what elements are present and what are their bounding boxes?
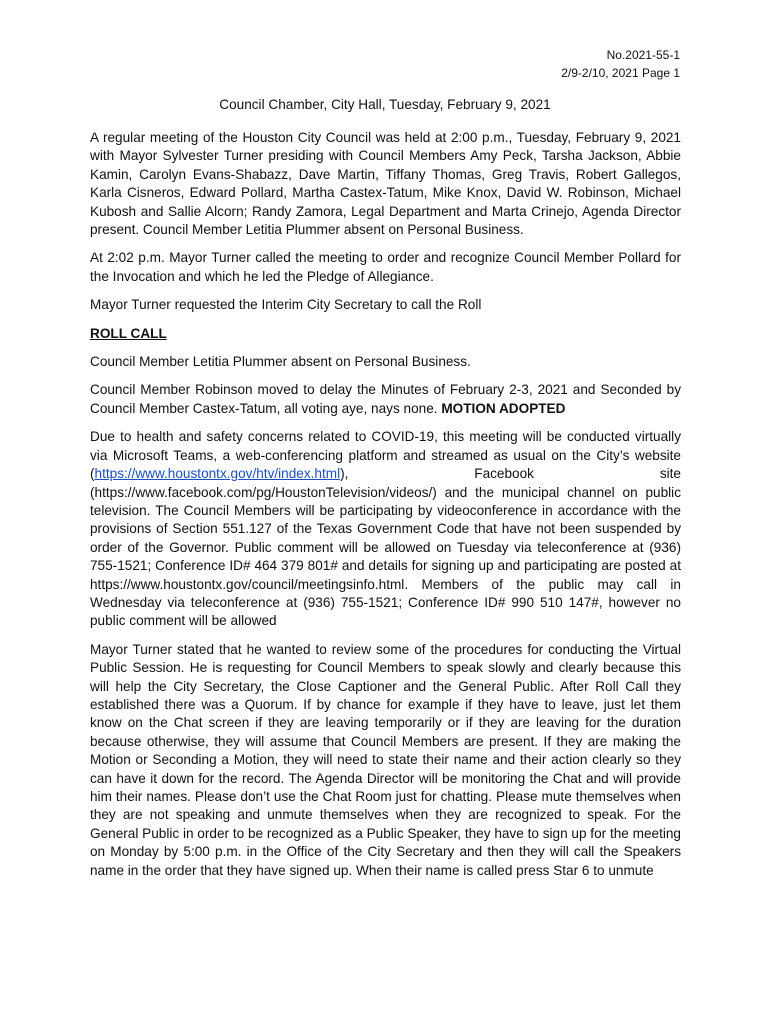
- roll-request-paragraph: Mayor Turner requested the Interim City Secretary to call the Roll: [90, 297, 482, 313]
- minutes-motion-text: Council Member Robinson moved to delay the Minutes of February 2-3, 2021 and Seconded by Council Member Castex-Tatum, all voting aye, nays none.: [90, 382, 681, 416]
- call-to-order-paragraph: At 2:02 p.m. Mayor Turner called the meeting to order and recognize Council Member Pollard for the Invocation and which he led the Pledge of Allegiance.: [90, 250, 681, 284]
- covid-notice-paragraph: [90, 428, 681, 630]
- attendance-paragraph: A regular meeting of the Houston City Council was held at 2:00 p.m., Tuesday, February 9, 2021 with Mayor Sylvester Turner presiding with Council Members Amy Peck, Tarsha Jackson, Abbie Kamin, Carolyn Evans-Shabazz, Dave Martin, Tiffany Thomas, Greg Travis, Robert Gallegos, Karla Cisneros, Edward Pollard, Martha Castex-Tatum, Mike Knox, David W. Robinson, Michael Kubosh and Sallie Alcorn; Randy Zamora, Legal Department and Marta Crinejo, Agenda Director present. Council Member Letitia Plummer absent on Personal Business.: [90, 130, 681, 238]
- motion-adopted-label: MOTION ADOPTED: [441, 400, 566, 416]
- covid-notice-text-start: Due to health and safety concerns related to COVID-19, this meeting will be conducted virtually via Microsoft Teams, a web-conferencing platform and streamed as usual on the City’s website (: [90, 429, 681, 482]
- absence-paragraph: Council Member Letitia Plummer absent on Personal Business.: [90, 354, 471, 370]
- htv-website-link[interactable]: https://www.houstontx.gov/htv/index.html: [94, 466, 341, 482]
- minutes-motion-paragraph: [90, 381, 681, 418]
- meeting-title: Council Chamber, City Hall, Tuesday, February 9, 2021: [219, 97, 551, 112]
- document-body: [90, 129, 681, 890]
- date-page-label: 2/9-2/10, 2021 Page 1: [561, 65, 680, 80]
- covid-notice-text-end: ), Facebook site (https://www.facebook.com/pg/HoustonTelevision/videos/) and the municipal channel on public television. The Council Members will be participating by videoconference in accordance with the provisions of Section 551.127 of the Texas Government Code that have not been suspended by order of the Governor. Public comment will be allowed on Tuesday via teleconference at (936) 755-1521; Conference ID# 464 379 801# and details for signing up and participating are posted at https://www.houstontx.gov/council/meetingsinfo.html. Members of the public may call in Wednesday via teleconference at (936) 755-1521; Conference ID# 990 510 147#, however no public comment will be allowed: [90, 466, 681, 629]
- page-header: [561, 47, 680, 82]
- roll-call-heading: ROLL CALL: [90, 325, 167, 341]
- procedures-paragraph: Mayor Turner stated that he wanted to review some of the procedures for conducting the Virtual Public Session. He is requesting for Council Members to speak slowly and clearly because this will help the City Secretary, the Close Captioner and the General Public. After Roll Call they established there was a Quorum. If by chance for example if they have to leave, just let them know on the Chat screen if they are leaving temporarily or if they are leaving for the duration because otherwise, they will assume that Council Members are present. If they are making the Motion or Seconding a Motion, they will need to state their name and their action clearly so they can have it down for the record. The Agenda Director will be monitoring the Chat and will provide him their names. Please don’t use the Chat Room just for chatting. Please mute themselves when they are not speaking and unmute themselves when they are recognized to speak. For the General Public in order to be recognized as a Public Speaker, they have to sign up for the meeting on Monday by 5:00 p.m. in the Office of the City Secretary and then they will call the Speakers name in the order that they have signed up. When their name is called press Star 6 to unmute: [90, 641, 681, 878]
- document-number: No.2021-55-1: [606, 48, 680, 62]
